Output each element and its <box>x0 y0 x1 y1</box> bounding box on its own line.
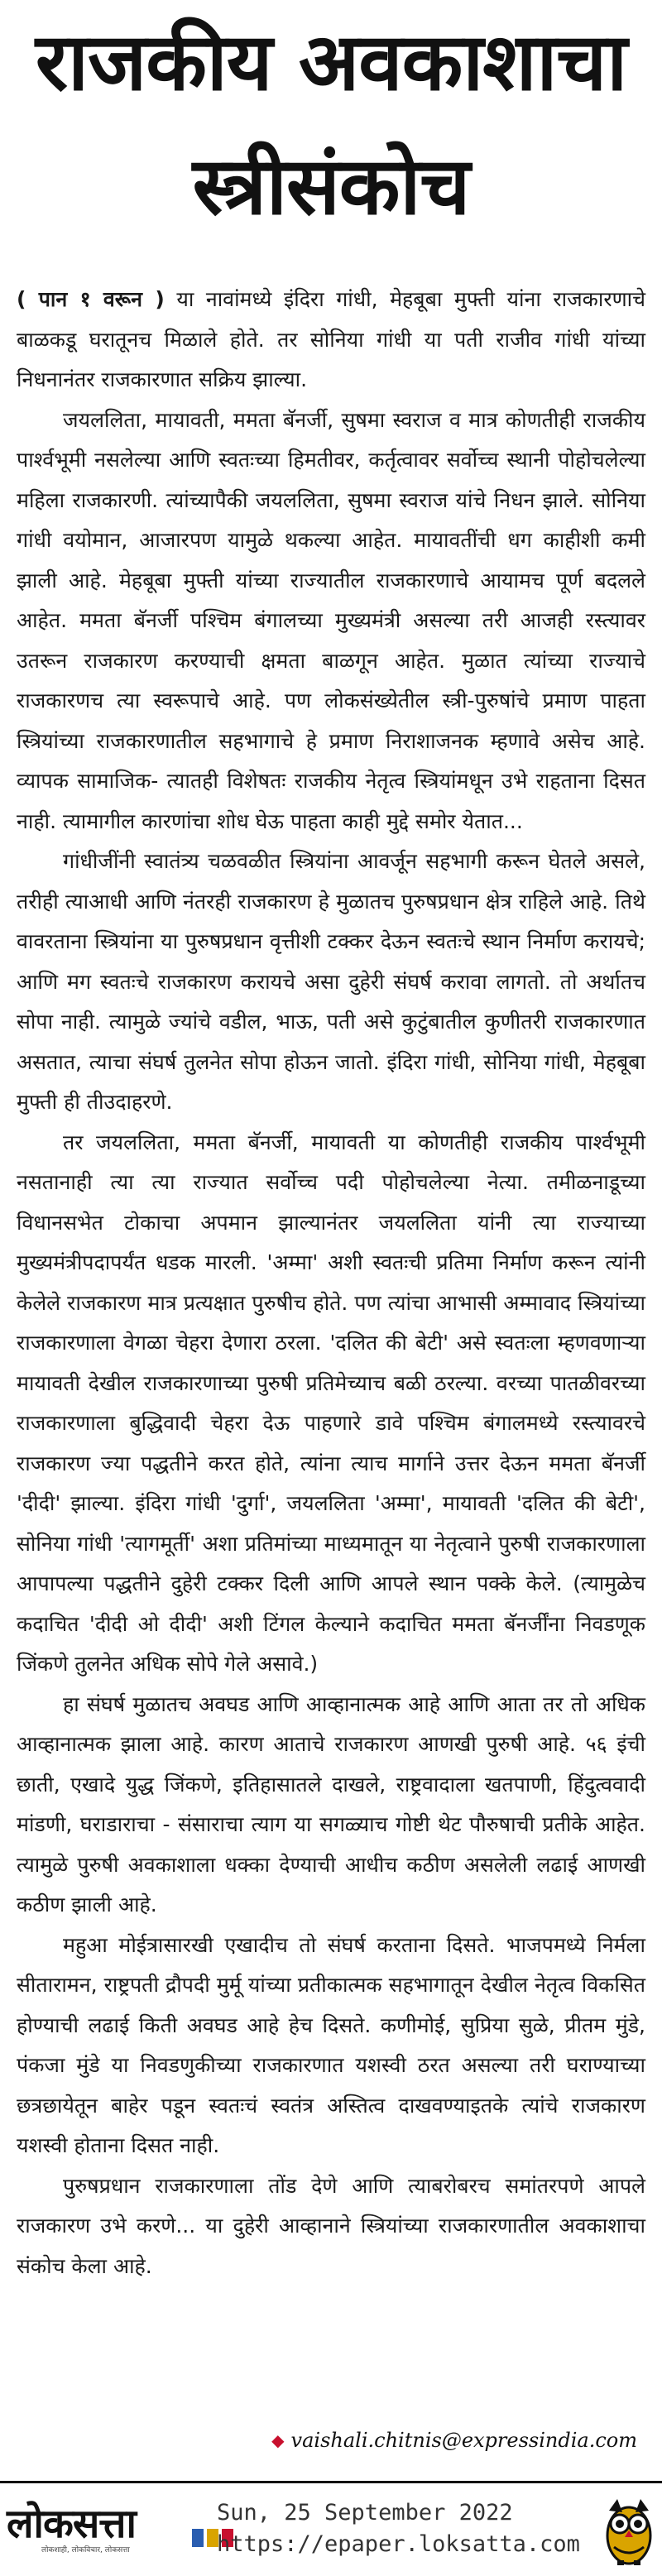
article-body <box>17 280 645 2286</box>
article-paragraph-4: तर जयललिता, ममता बॅनर्जी, मायावती या कोणतीही राजकीय पार्श्वभूमी नसतानाही त्या त्या राज्यात सर्वोच्च पदी पोहोचलेल्या नेत्या. तमीळनाडूच्या विधानसभेत टोकाचा अपमान झाल्यानंतर जयललिता यांनी त्या राज्याच्या मुख्यमंत्रीपदापर्यंत धडक मारली. 'अम्मा' अशी स्वतःची प्रतिमा निर्माण करून त्यांनी केलेले राजकारण मात्र प्रत्यक्षात पुरुषीच होते. पण त्यांचा आभासी अम्मावाद स्त्रियांच्या राजकारणाला वेगळा चेहरा देणारा ठरला. 'दलित की बेटी' असे स्वतःला म्हणवणाऱ्या मायावती देखील राजकारणाच्या पुरुषी प्रतिमेच्याच बळी ठरल्या. वरच्या पातळीवरच्या राजकारणाला बुद्धिवादी चेहरा देऊ पाहणारे डावे पश्चिम बंगालमध्ये रस्त्यावरचे राजकारण ज्या पद्धतीने करत होते, त्यांना त्याच मार्गाने उत्तर देऊन ममता बॅनर्जी 'दीदी' झाल्या. इंदिरा गांधी 'दुर्गा', जयललिता 'अम्मा', मायावती 'दलित की बेटी', सोनिया गांधी 'त्यागमूर्ती' अशा प्रतिमांच्या माध्यमातून या नेतृत्वाने पुरुषी राजकारणाला आपापल्या पद्धतीने दुहेरी टक्कर दिली आणि आपले स्थान पक्के केले. (त्यामुळेच कदाचित 'दीदी ओ दीदी' अशी टिंगल केल्याने कदाचित ममता बॅनर्जींना निवडणूक जिंकणे तुलनेत अधिक सोपे गेले असावे.) <box>17 1130 645 1676</box>
headline-line-2: स्त्रीसंकोच <box>192 140 470 233</box>
logo-tagline: लोकशाही, लोकविचार, लोकसत्ता <box>41 2546 130 2554</box>
headline <box>0 0 662 273</box>
article-paragraph-6: महुआ मोईत्रासारखी एखादीच तो संघर्ष करताना दिसते. भाजपमध्ये निर्मला सीतारामन, राष्ट्रपती द्रौपदी मुर्मू यांच्या प्रतीकात्मक सहभागातून देखील नेतृत्व विकसित होण्याची लढाई किती अवघड आहे हेच दिसते. कणीमोई, सुप्रिया सुळे, प्रीतम मुंडे, पंकजा मुंडे या निवडणुकीच्या राजकारणात यशस्वी ठरत असल्या तरी घराण्याच्या छत्रछायेतून बाहेर पडून स्वतःचं स्वतंत्र अस्तित्व दाखवण्याइतके त्यांचे राजकारण यशस्वी होताना दिसत नाही. <box>17 1932 645 2157</box>
edition-date: Sun, 25 September 2022 <box>217 2500 513 2526</box>
footer-divider <box>0 2481 662 2483</box>
byline <box>271 2429 637 2452</box>
diamond-bullet-icon: ◆ <box>271 2430 285 2450</box>
loksatta-logo <box>7 2499 189 2565</box>
article-paragraph-7: पुरुषप्रधान राजकारणाला तोंड देणे आणि त्याबरोबरच समांतरपणे आपले राजकारण उभे करणे... या दुहेरी आव्हानाने स्त्रियांच्या राजकारणातील अवकाशाचा संकोच केला आहे. <box>17 2173 645 2278</box>
article-paragraph-1 <box>17 280 645 401</box>
logo-text: लोकसत्ता <box>7 2501 136 2547</box>
article-paragraph-5: हा संघर्ष मुळातच अवघड आणि आव्हानात्मक आहे आणि आता तर तो अधिक आव्हानात्मक झाला आहे. कारण आताचे राजकारण आणखी पुरुषी आहे. ५६ इंची छाती, एखादे युद्ध जिंकणे, इतिहासातले दाखले, राष्ट्रवादाला खतपाणी, हिंदुत्ववादी मांडणी, घराडाराचा - संसाराचा त्याग या सगळ्याच गोष्टी थेट पौरुषाची प्रतीके आहेत. त्यामुळे पुरुषी अवकाशाला धक्का देण्याची आधीच कठीण असलेली लढाई आणखी कठीण झाली आहे. <box>17 1691 645 1916</box>
owl-icon <box>602 2492 655 2567</box>
author-email[interactable]: vaishali.chitnis@expressindia.com <box>290 2429 637 2452</box>
epaper-url[interactable]: https://epaper.loksatta.com <box>217 2531 580 2557</box>
article-paragraph-3: गांधीजींनी स्वातंत्र्य चळवळीत स्त्रियांना आवर्जून सहभागी करून घेतले असले, तरीही त्याआधी आणि नंतरही राजकारण हे मुळातच पुरुषप्रधान क्षेत्र राहिले आहे. तिथे वावरताना स्त्रियांना या पुरुषप्रधान वृत्तीशी टक्कर देऊन स्वतःचे स्थान निर्माण करायचे; आणि मग स्वतःचे राजकारण करायचे असा दुहेरी संघर्ष करावा लागतो. तो अर्थातच सोपा नाही. त्यामुळे ज्यांचे वडील, भाऊ, पती असे कुटुंबातील कुणीतरी राजकारणात असतात, त्याचा संघर्ष तुलनेत सोपा होऊन जातो. इंदिरा गांधी, सोनिया गांधी, मेहबूबा मुफ्ती ही तीउदाहरणे. <box>17 849 645 1114</box>
page-footer <box>0 2481 662 2576</box>
continued-from-label: ( पान १ वरून ) <box>17 287 165 311</box>
footer-meta <box>217 2497 580 2560</box>
paragraph-text: या नावांमध्ये इंदिरा गांधी, मेहबूबा मुफ्ती यांना राजकारणाचे बाळकडू घरातूनच मिळाले होते. तर सोनिया गांधी या पती राजीव गांधी यांच्या निधनानंतर राजकारणात सक्रिय झाल्या. <box>17 287 645 391</box>
color-dot <box>192 2529 204 2547</box>
headline-line-1: राजकीय अवकाशाचा <box>35 16 627 108</box>
article-paragraph-2: जयललिता, मायावती, ममता बॅनर्जी, सुषमा स्वराज व मात्र कोणतीही राजकीय पार्श्वभूमी नसलेल्या आणि स्वतःच्या हिमतीवर, कर्तृत्वावर सर्वोच्च स्थानी पोहोचलेल्या महिला राजकारणी. त्यांच्यापैकी जयललिता, सुषमा स्वराज यांचे निधन झाले. सोनिया गांधी वयोमान, आजारपण यामुळे थकल्या आहेत. मायावतींची धग काहीशी कमी झाली आहे. मेहबूबा मुफ्ती यांच्या राज्यातील राजकारणाचे आयामच पूर्ण बदलले आहेत. ममता बॅनर्जी पश्चिम बंगालच्या मुख्यमंत्री असल्या तरी आजही रस्त्यावर उतरून राजकारण करण्याची क्षमता बाळगून आहेत. मुळात त्यांच्या राज्याचे राजकारणच त्या स्वरूपाचे आहे. पण लोकसंख्येतील स्त्री-पुरुषांचे प्रमाण पाहता स्त्रियांच्या राजकारणातील सहभागाचे हे प्रमाण निराशाजनक म्हणावे असेच आहे. व्यापक सामाजिक- त्यातही विशेषतः राजकीय नेतृत्व स्त्रियांमधून उभे राहताना दिसत नाही. त्यामागील कारणांचा शोध घेऊ पाहता काही मुद्दे समोर येतात... <box>17 407 645 833</box>
